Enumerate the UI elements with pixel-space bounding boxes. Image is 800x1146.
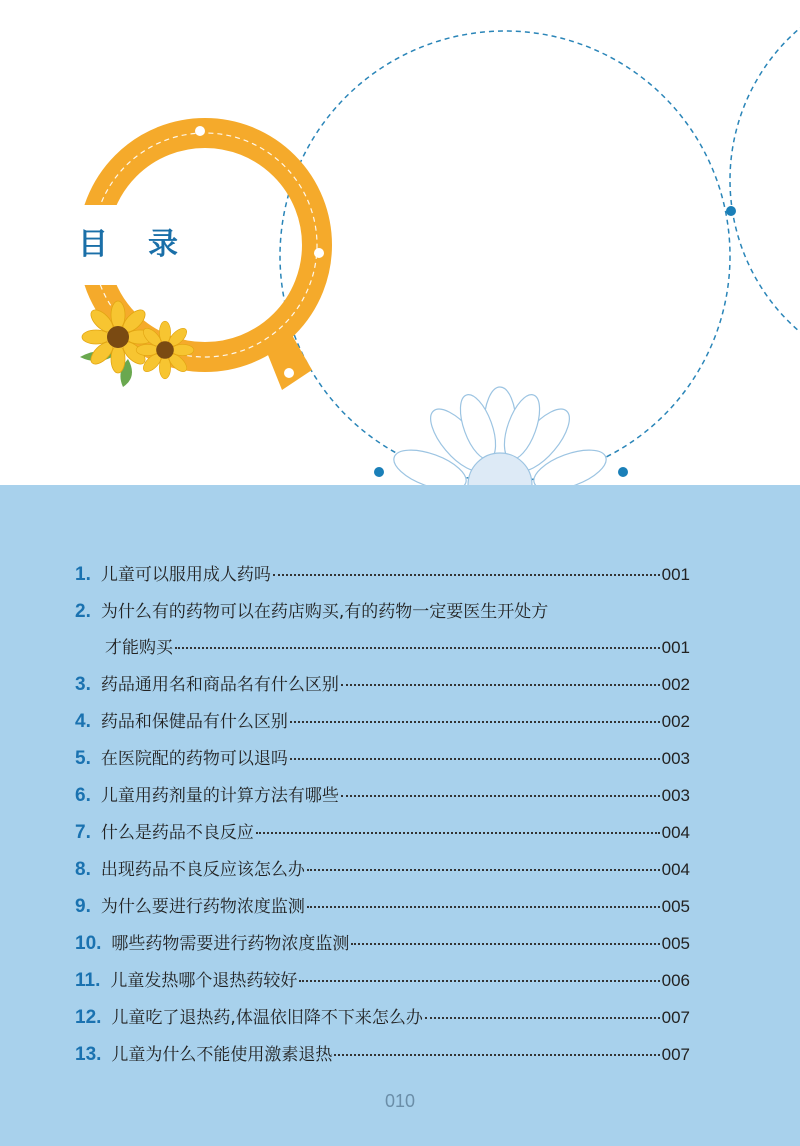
toc-item-page: 004 bbox=[661, 860, 690, 879]
toc-item-title: 为什么有的药物可以在药店购买,有的药物一定要医生开处方 bbox=[100, 602, 549, 622]
toc-item-page: 002 bbox=[661, 712, 690, 731]
toc-item-number: 9. bbox=[75, 896, 91, 917]
toc-item-page: 007 bbox=[661, 1045, 690, 1064]
toc-leader-dots bbox=[256, 832, 660, 834]
toc-item-page: 005 bbox=[661, 934, 690, 953]
toc-item-title: 儿童用药剂量的计算方法有哪些 bbox=[100, 786, 339, 806]
toc-item-number: 1. bbox=[75, 564, 91, 585]
toc-item-number: 13. bbox=[75, 1044, 102, 1065]
toc-leader-dots bbox=[307, 869, 660, 871]
toc-item[interactable] bbox=[75, 597, 690, 627]
toc-item-title: 药品和保健品有什么区别 bbox=[100, 712, 288, 732]
toc-item-title: 儿童发热哪个退热药较好 bbox=[110, 971, 298, 991]
toc-leader-dots bbox=[175, 647, 660, 649]
toc-item-number: 7. bbox=[75, 822, 91, 843]
toc-item-page: 005 bbox=[661, 897, 690, 916]
toc-item-title: 药品通用名和商品名有什么区别 bbox=[100, 675, 339, 695]
toc-item-title: 儿童为什么不能使用激素退热 bbox=[111, 1045, 333, 1065]
toc-leader-dots bbox=[351, 943, 659, 945]
toc-item-page: 004 bbox=[661, 823, 690, 842]
toc-item[interactable] bbox=[75, 855, 690, 885]
toc-leader-dots bbox=[307, 906, 660, 908]
toc-item[interactable] bbox=[75, 1040, 690, 1070]
toc-item-page: 007 bbox=[661, 1008, 690, 1027]
toc-leader-dots bbox=[334, 1054, 659, 1056]
toc-item-title: 为什么要进行药物浓度监测 bbox=[100, 897, 305, 917]
page-title: 目录 bbox=[78, 227, 218, 262]
flower-outline-icon bbox=[389, 387, 611, 490]
toc-item[interactable] bbox=[75, 929, 690, 959]
toc-item[interactable] bbox=[75, 966, 690, 996]
toc-item-page: 003 bbox=[661, 749, 690, 768]
toc-item-number: 3. bbox=[75, 674, 91, 695]
page-number: 010 bbox=[384, 1091, 416, 1111]
toc-item-page: 006 bbox=[661, 971, 690, 990]
toc-item-number: 12. bbox=[75, 1007, 102, 1028]
toc-item-page: 003 bbox=[661, 786, 690, 805]
toc-leader-dots bbox=[273, 574, 660, 576]
toc-item-number: 5. bbox=[75, 748, 91, 769]
toc-item-number: 8. bbox=[75, 859, 91, 880]
dot-marker bbox=[618, 467, 628, 477]
sunflower-icon bbox=[80, 301, 154, 387]
toc-item-number: 11. bbox=[75, 970, 101, 991]
dot-marker bbox=[726, 206, 736, 216]
toc-item-title: 什么是药品不良反应 bbox=[100, 823, 254, 843]
toc-item[interactable] bbox=[75, 1003, 690, 1033]
toc-item-title: 儿童可以服用成人药吗 bbox=[100, 565, 271, 585]
toc-item-page: 001 bbox=[661, 638, 690, 657]
toc-leader-dots bbox=[341, 684, 660, 686]
toc-item-continuation[interactable] bbox=[105, 633, 690, 663]
toc-item-number: 2. bbox=[75, 601, 91, 622]
toc-item-title-cont: 才能购买 bbox=[105, 638, 173, 658]
dashed-circle-right bbox=[730, 0, 800, 380]
toc-item[interactable] bbox=[75, 707, 690, 737]
toc-item[interactable] bbox=[75, 560, 690, 590]
toc-leader-dots bbox=[425, 1017, 660, 1019]
sunflower-icon bbox=[136, 321, 194, 379]
toc-item-number: 10. bbox=[75, 933, 102, 954]
toc-item[interactable] bbox=[75, 818, 690, 848]
toc-item-number: 6. bbox=[75, 785, 91, 806]
toc-item-page: 002 bbox=[661, 675, 690, 694]
toc-item-title: 哪些药物需要进行药物浓度监测 bbox=[111, 934, 350, 954]
toc-item[interactable] bbox=[75, 892, 690, 922]
toc-item-title: 儿童吃了退热药,体温依旧降不下来怎么办 bbox=[111, 1008, 423, 1028]
toc-item-title: 出现药品不良反应该怎么办 bbox=[100, 860, 305, 880]
toc-item[interactable] bbox=[75, 670, 690, 700]
toc-item-title: 在医院配的药物可以退吗 bbox=[100, 749, 288, 769]
toc-item[interactable] bbox=[75, 744, 690, 774]
toc-item-page: 001 bbox=[661, 565, 690, 584]
toc-item-number: 4. bbox=[75, 711, 91, 732]
toc-leader-dots bbox=[290, 721, 660, 723]
toc-leader-dots bbox=[341, 795, 660, 797]
toc-leader-dots bbox=[299, 980, 659, 982]
dot-marker bbox=[374, 467, 384, 477]
toc-leader-dots bbox=[290, 758, 660, 760]
toc-item[interactable] bbox=[75, 781, 690, 811]
